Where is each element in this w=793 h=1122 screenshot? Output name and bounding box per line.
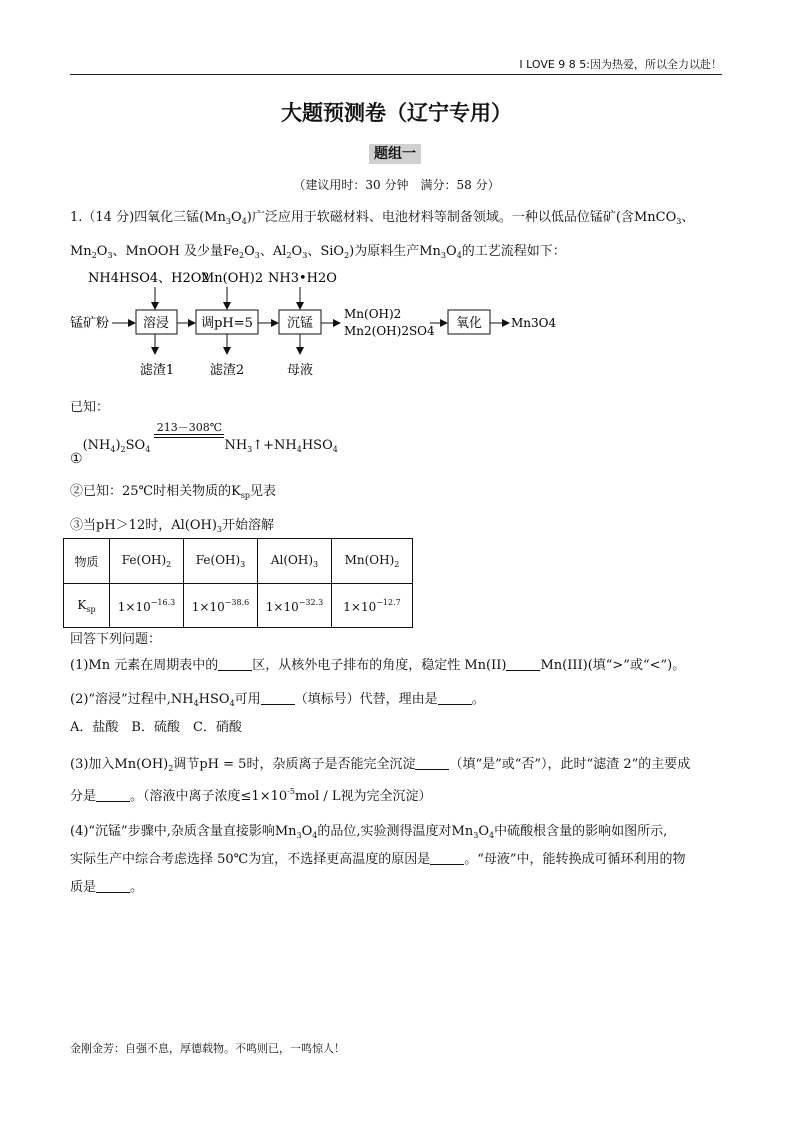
start-material: 锰矿粉: [70, 316, 110, 331]
question-4-line1: (4)“沉锰”步骤中,杂质含量直接影响$Mn_3O_4$的品位,实验测得温度对$Mn_3O_4$中硫酸根含量的影响如图所示,: [70, 824, 668, 840]
process-flow-diagram: [68, 262, 568, 382]
question-4-line3: 质是 。: [70, 880, 144, 895]
answer-blank[interactable]: [96, 788, 130, 802]
question-3-line1: (3)加入$Mn(OH)_2$调节pH = 5时，杂质离子是否能完全沉淀 （填“是”或“否”），此时“滤渣 2”的主要成: [70, 757, 691, 773]
known-1-equation: $①(NH_4)_2SO_4$ 213－308℃ $NH_3↑+NH_4HSO_4$: [70, 421, 338, 467]
question-1: (1)Mn 元素在周期表中的 区，从核外电子排布的角度，稳定性 Mn(II) Mn(III)(填“>”或“<”)。: [70, 658, 686, 673]
intermediate-2: Mn2(OH)2SO4: [344, 324, 435, 338]
header-divider: [70, 74, 722, 75]
table-header-cell: $Mn(OH)_2$: [332, 539, 413, 584]
table-header-cell: $Fe(OH)_2$: [110, 539, 184, 584]
step1-label: 溶浸: [142, 316, 170, 331]
filter-residue-2: 滤渣2: [209, 363, 245, 378]
question-3-line2: 分是 。（溶液中离子浓度$\le 1\times 10^{-5}mol / L$视为完全沉淀）: [70, 787, 432, 804]
step2-label: 调pH=5: [201, 316, 253, 331]
table-header-cell: 物质: [64, 539, 110, 584]
table-cell: $1\times 10^{-12.7}$: [332, 584, 413, 628]
group-label: 题组一: [369, 144, 421, 164]
page-title: 大题预测卷（辽宁专用）: [281, 100, 512, 125]
known-label: 已知：: [70, 400, 110, 415]
time-advice: （建议用时：30 分钟 满分：58 分）: [293, 178, 500, 192]
table-header-cell: $Fe(OH)_3$: [184, 539, 258, 584]
answer-blank[interactable]: [415, 756, 449, 770]
answer-blank[interactable]: [430, 851, 464, 865]
page-footer: 金刚金芳：自强不息，厚德载物。不鸣则已，一鸣惊人！: [70, 1042, 345, 1055]
known-3: ③当pH＞12时，$Al(OH)_3$开始溶解: [70, 518, 275, 534]
answer-blank[interactable]: [218, 657, 252, 671]
known-2: ②已知：25℃时相关物质的$K_{sp}$见表: [70, 484, 277, 500]
table-cell: $1\times 10^{-16.3}$: [110, 584, 184, 628]
ksp-table: [63, 538, 413, 628]
mother-liquor: 母液: [286, 363, 314, 378]
question-2: (2)“溶浸”过程中$,NH_4HSO_4$可用 （填标号）代替，理由是 。: [70, 692, 485, 708]
step3-label: 沉锰: [286, 316, 314, 331]
step4-label: 氧化: [455, 316, 483, 331]
table-cell: $1\times 10^{-38.6}$: [184, 584, 258, 628]
q1-line2: $Mn_2O_3$、MnOOH 及少量$Fe_2O_3$、$Al_2O_3$、SiO$_2$)为原料生产$Mn_3O_4$的工艺流程如下：: [70, 244, 566, 260]
table-cell: $K_{sp}$: [64, 584, 110, 628]
answer-prompt: 回答下列问题：: [70, 632, 162, 647]
reagent-1: NH4HSO4、H2O2: [88, 271, 210, 286]
answer-blank[interactable]: [506, 657, 540, 671]
reagent-3: NH3•H2O: [268, 271, 337, 286]
answer-blank[interactable]: [438, 691, 472, 705]
table-row: [64, 584, 413, 628]
reagent-2: Mn(OH)2: [201, 271, 264, 286]
reaction-condition: 213－308℃: [156, 421, 223, 434]
question-4-line2: 实际生产中综合考虑选择 50℃为宜，不选择更高温度的原因是 。“母液”中，能转换成可循环利用的物: [70, 852, 686, 867]
page-header: I LOVE 9 8 5:因为热爱，所以全力以赴！: [519, 58, 722, 71]
q1-line1: 1.（14 分)四氧化三锰$(Mn_3O_4)$广泛应用于软磁材料、电池材料等制备领域。一种以低品位锰矿(含MnCO$_3$、: [70, 210, 695, 226]
table-header-row: [64, 539, 413, 584]
table-cell: $1\times 10^{-32.3}$: [258, 584, 332, 628]
final-product: Mn3O4: [511, 316, 557, 330]
intermediate-1: Mn(OH)2: [344, 307, 402, 321]
question-2-options: A．盐酸 B．硫酸 C．硝酸: [70, 720, 242, 735]
filter-residue-1: 滤渣1: [139, 363, 175, 378]
table-header-cell: $Al(OH)_3$: [258, 539, 332, 584]
answer-blank[interactable]: [96, 879, 130, 893]
answer-blank[interactable]: [261, 691, 295, 705]
